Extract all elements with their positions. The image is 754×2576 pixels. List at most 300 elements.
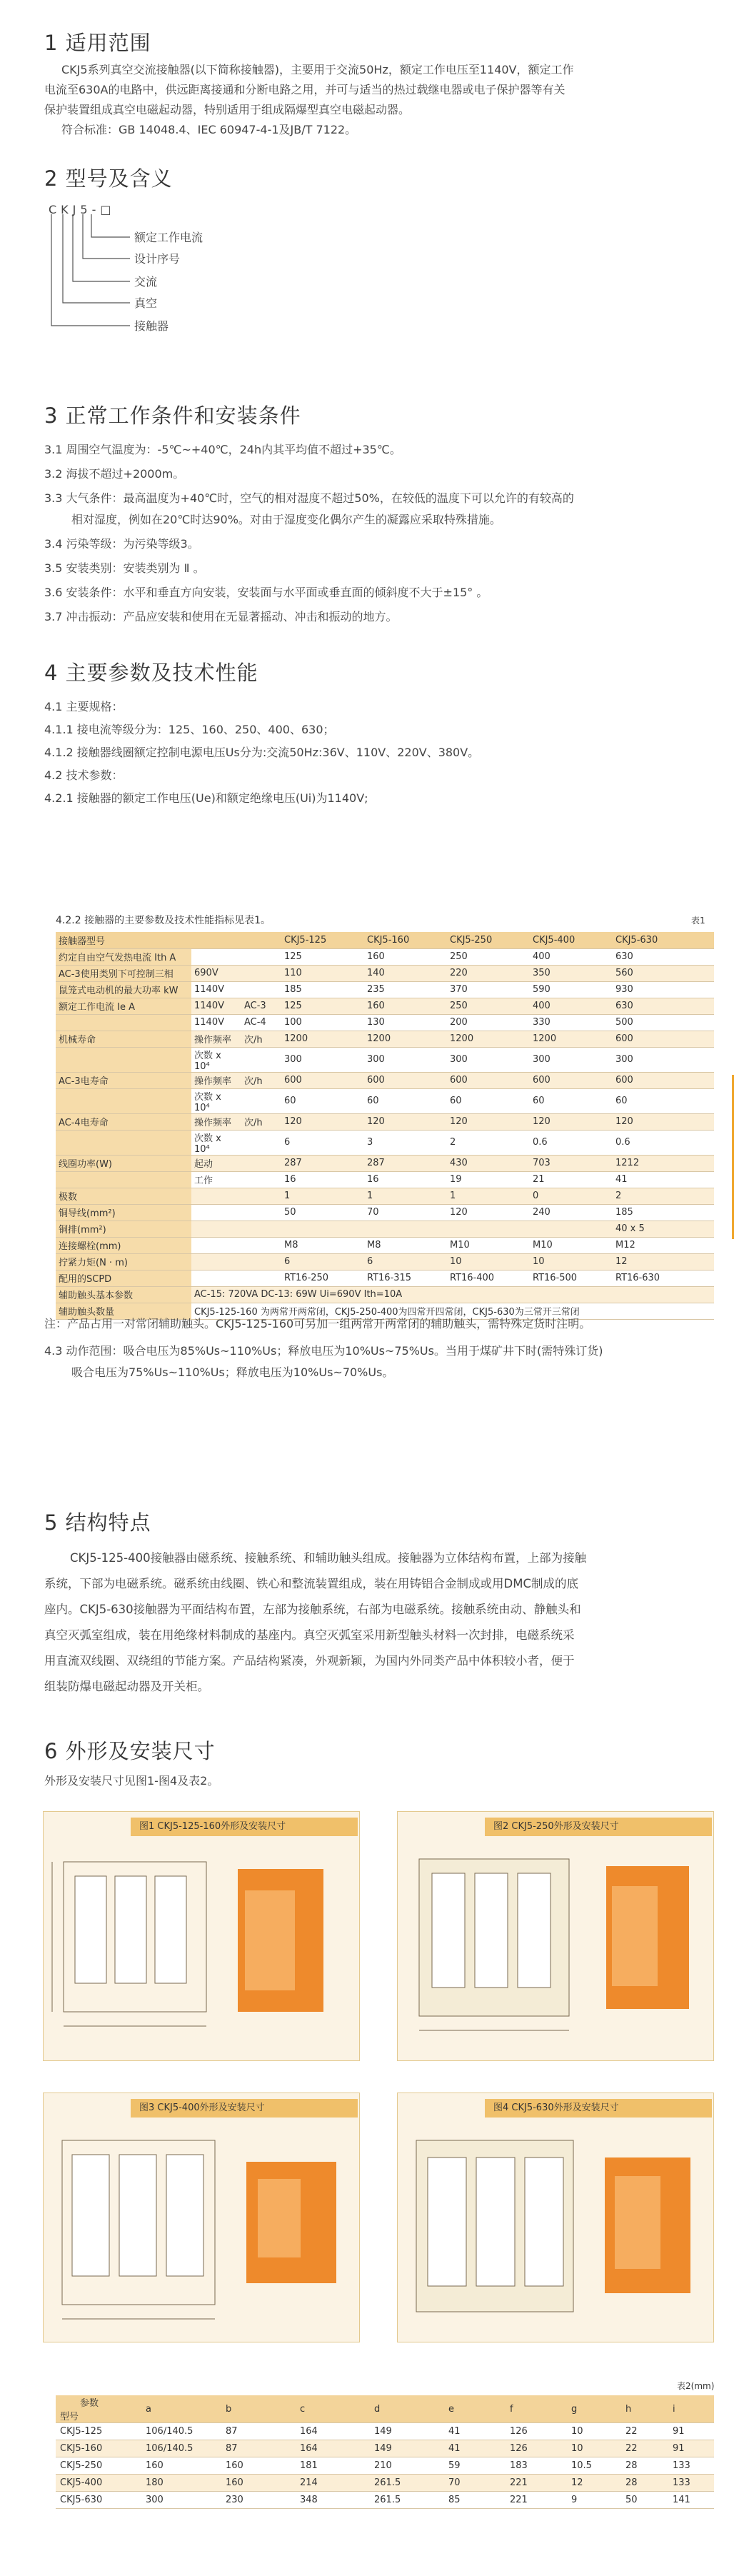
table1-cell: 560	[613, 965, 714, 981]
table2-header-model: 型号	[60, 2412, 79, 2422]
table1-row	[56, 1072, 714, 1088]
table1-cell: 300	[530, 1047, 613, 1072]
table2-header-cell: h	[621, 2395, 668, 2423]
table2-cell: 160	[141, 2457, 221, 2475]
dimensions-table	[56, 2395, 714, 2509]
table2-cell: 164	[296, 2440, 370, 2457]
table1-cell: 300	[281, 1047, 364, 1072]
table1-cell: 约定自由空气发热电流 Ith A	[56, 948, 191, 965]
table1-cell: 160	[364, 998, 447, 1014]
table1-cell: 1200	[364, 1031, 447, 1047]
table1-row	[56, 1221, 714, 1237]
table1-cell: 12	[613, 1253, 714, 1270]
table1-cell: 703	[530, 1155, 613, 1171]
table2-cell: 70	[444, 2475, 506, 2492]
s6-intro: 外形及安装尺寸见图1-图4及表2。	[44, 1774, 219, 1788]
line-ac	[73, 214, 130, 281]
table1-cell: 连接螺栓(mm)	[56, 1237, 191, 1253]
table1-cell: 400	[530, 998, 613, 1014]
table1-cell: 10	[530, 1253, 613, 1270]
table1-cell: RT16-630	[613, 1270, 714, 1286]
table1-cell	[241, 1270, 281, 1286]
table1-row	[56, 1014, 714, 1031]
s4-3-line-2: 吸合电压为75%Us~110%Us；释放电压为10%Us~70%Us。	[71, 1365, 394, 1379]
table2-cell: 210	[370, 2457, 444, 2475]
table1-cell: M12	[613, 1237, 714, 1253]
table1-header-cell: CKJ5-400	[530, 932, 613, 948]
s1-line-1: CKJ5系列真空交流接触器(以下简称接触器)，主要用于交流50Hz，额定工作电压至1140V，额定工作	[61, 63, 574, 76]
table1-cell: 600	[530, 1072, 613, 1088]
table2-cell: 28	[621, 2475, 668, 2492]
table1-aux-basic-label: 辅助触头基本参数	[56, 1286, 191, 1303]
label-design-no: 设计序号	[134, 252, 181, 266]
table2-cell: 261.5	[370, 2492, 444, 2509]
table1-cell: 300	[364, 1047, 447, 1072]
table1-cell: 1140V	[191, 1014, 241, 1031]
table2-header-row	[56, 2395, 714, 2423]
table1-row	[56, 948, 714, 965]
figure-1-title: 图1 CKJ5-125-160外形及安装尺寸	[131, 1818, 358, 1836]
table2-cell: 221	[506, 2492, 567, 2509]
s5-line-6: 组装防爆电磁起动器及开关柜。	[44, 1680, 209, 1693]
table2-cell: 22	[621, 2423, 668, 2440]
table1-cell	[191, 948, 241, 965]
table1-cell: 930	[613, 981, 714, 998]
table2-header-cell: d	[370, 2395, 444, 2423]
table1-note: 注：产品占用一对常闭辅助触头。CKJ5-125-160可另加一组两常开两常闭的辅助触头，需特殊定货时注明。	[44, 1317, 591, 1330]
table2-cell: 85	[444, 2492, 506, 2509]
table1-row	[56, 1270, 714, 1286]
table1-cell: 70	[364, 1204, 447, 1221]
table2-number: 表2(mm)	[677, 2381, 715, 2391]
label-rated-current: 额定工作电流	[134, 231, 203, 244]
table1-cell: 235	[364, 981, 447, 998]
table1-header-cell: CKJ5-160	[364, 932, 447, 948]
table1-cell: 60	[281, 1088, 364, 1113]
table1-cell: 次数 x 10⁴	[191, 1130, 241, 1155]
table1-header-cell: CKJ5-630	[613, 932, 714, 948]
table1-cell: 590	[530, 981, 613, 998]
s5-line-5: 用直流双线圈、双绕组的节能方案。产品结构紧凑，外观新颖，为国内外同类产品中体积较小者，便于	[44, 1654, 575, 1668]
table2-cell: 87	[221, 2440, 296, 2457]
figure-2-drawing	[398, 1812, 715, 2062]
table2-cell: 300	[141, 2492, 221, 2509]
s3-item-1: 3.1 周围空气温度为：-5℃~+40℃，24h内其平均值不超过+35℃。	[44, 443, 401, 456]
table2-header-cell: f	[506, 2395, 567, 2423]
table1-row	[56, 1088, 714, 1113]
table1-cell: 操作频率	[191, 1031, 241, 1047]
label-vacuum: 真空	[134, 296, 158, 310]
table2-cell: 10.5	[567, 2457, 621, 2475]
table1-cell: M8	[281, 1237, 364, 1253]
table1-cell: 400	[530, 948, 613, 965]
table1-aux-count-value: CKJ5-125-160 为两常开两常闭，CKJ5-250-400为四常开四常闭，CKJ5-630为三常开三常闭	[191, 1303, 714, 1319]
table1-cell: 120	[281, 1113, 364, 1130]
table1-cell: AC-3	[241, 998, 281, 1014]
figure-4-drawing	[398, 2093, 715, 2343]
table1-cell: 19	[447, 1171, 530, 1188]
table2-cell: 230	[221, 2492, 296, 2509]
table2-cell: 348	[296, 2492, 370, 2509]
table1-cell: 次/h	[241, 1113, 281, 1130]
table1-cell: 0.6	[613, 1130, 714, 1155]
table2-cell: 87	[221, 2423, 296, 2440]
table1-cell	[191, 1188, 241, 1204]
table1-row	[56, 1155, 714, 1171]
table2-row	[56, 2475, 714, 2492]
table2-cell: 10	[567, 2423, 621, 2440]
table1-cell: 60	[530, 1088, 613, 1113]
table2-header-cell: a	[141, 2395, 221, 2423]
table1-aux-basic-value: AC-15: 720VA DC-13: 69W Ui=690V Ith=10A	[191, 1286, 714, 1303]
table2-cell: 164	[296, 2423, 370, 2440]
table2-cell: 12	[567, 2475, 621, 2492]
table2-cell: 160	[221, 2475, 296, 2492]
s5-line-3: 座内。CKJ5-630接触器为平面结构布置，左部为接触系统，右部为电磁系统。接触系统由动、静触头和	[44, 1603, 581, 1616]
table1-row	[56, 1113, 714, 1130]
table2-cell: 181	[296, 2457, 370, 2475]
table2-cell: CKJ5-160	[56, 2440, 141, 2457]
table1-cell: 6	[281, 1130, 364, 1155]
table1-cell: AC-3电寿命	[56, 1072, 191, 1088]
table1-aux-basic-row	[56, 1286, 714, 1303]
table1-cell: 起动	[191, 1155, 241, 1171]
table1-cell: 60	[613, 1088, 714, 1113]
s1-line-2: 电流至630A的电路中，供远距离接通和分断电路之用，并可与适当的热过载继电器或电子保护器等有关	[44, 83, 566, 96]
table1-cell	[241, 1237, 281, 1253]
model-code: CKJ5-□	[49, 203, 116, 216]
table1-cell	[191, 1204, 241, 1221]
table2-cell: 41	[444, 2423, 506, 2440]
table1-cell	[56, 1171, 191, 1188]
table1-cell: 拧紧力矩(N · m)	[56, 1253, 191, 1270]
s3-item-5: 3.5 安装类别：安装类别为 Ⅱ 。	[44, 561, 205, 575]
table2-row	[56, 2492, 714, 2509]
table1-cell: 220	[447, 965, 530, 981]
table1-cell: 630	[613, 948, 714, 965]
table1-cell: 100	[281, 1014, 364, 1031]
table1-cell: RT16-400	[447, 1270, 530, 1286]
table1-cell: 185	[281, 981, 364, 998]
table1-cell	[191, 1253, 241, 1270]
table1-cell: 配用的SCPD	[56, 1270, 191, 1286]
table1-cell: M10	[447, 1237, 530, 1253]
table1-cell: 机械寿命	[56, 1031, 191, 1047]
table1-cell: 60	[364, 1088, 447, 1113]
table1-cell: 300	[613, 1047, 714, 1072]
table1-cell: RT16-250	[281, 1270, 364, 1286]
table1-cell	[241, 1130, 281, 1155]
table1-header-cell: CKJ5-125	[281, 932, 364, 948]
table1-cell	[241, 1204, 281, 1221]
table1-cell: 16	[281, 1171, 364, 1188]
table2-cell: 91	[668, 2440, 714, 2457]
table1-cell	[241, 1171, 281, 1188]
table2-cell: 221	[506, 2475, 567, 2492]
table1-cell: 1	[447, 1188, 530, 1204]
table2-cell: 59	[444, 2457, 506, 2475]
label-ac: 交流	[134, 275, 158, 289]
table1-row	[56, 981, 714, 998]
table2-header-cell: i	[668, 2395, 714, 2423]
s1-line-3: 保护装置组成真空电磁起动器，特别适用于组成隔爆型真空电磁起动器。	[44, 103, 411, 116]
table2-cell: 160	[221, 2457, 296, 2475]
table1-cell	[56, 1014, 191, 1031]
table1-row	[56, 1047, 714, 1072]
table1-cell: 1	[281, 1188, 364, 1204]
table1-cell: 0.6	[530, 1130, 613, 1155]
table2-cell: 106/140.5	[141, 2440, 221, 2457]
table1-cell: 操作频率	[191, 1113, 241, 1130]
table1-row	[56, 1237, 714, 1253]
table1-cell: 铜导线(mm²)	[56, 1204, 191, 1221]
table1-cell: 125	[281, 998, 364, 1014]
table1-cell: 3	[364, 1130, 447, 1155]
table1-row	[56, 1204, 714, 1221]
table1-cell	[530, 1221, 613, 1237]
table1-cell: 1200	[281, 1031, 364, 1047]
table1-cell: 120	[364, 1113, 447, 1130]
table2-row	[56, 2440, 714, 2457]
table2-cell: 106/140.5	[141, 2423, 221, 2440]
table2-corner-cell	[56, 2395, 141, 2423]
table1-cell: 1200	[530, 1031, 613, 1047]
table2-cell: 9	[567, 2492, 621, 2509]
table1-cell: 1140V	[191, 998, 241, 1014]
table1-cell: 350	[530, 965, 613, 981]
table1-cell: 370	[447, 981, 530, 998]
table2-cell: 149	[370, 2423, 444, 2440]
table1-cell	[241, 965, 281, 981]
table1-row	[56, 1253, 714, 1270]
table1-aux-count-label: 辅助触头数量	[56, 1303, 191, 1319]
table1-cell	[364, 1221, 447, 1237]
table1-cell: 120	[447, 1113, 530, 1130]
table1-row	[56, 1188, 714, 1204]
table1-cell: M10	[530, 1237, 613, 1253]
s4-item-1: 4.1 主要规格：	[44, 700, 124, 713]
table1-header-cell: CKJ5-250	[447, 932, 530, 948]
figure-4-title: 图4 CKJ5-630外形及安装尺寸	[485, 2099, 712, 2118]
section-4-title: 4 主要参数及技术性能	[44, 661, 258, 685]
table1-cell	[56, 1047, 191, 1072]
section-1-title: 1 适用范围	[44, 31, 151, 55]
table1-cell: 次数 x 10⁴	[191, 1047, 241, 1072]
table1-cell: 330	[530, 1014, 613, 1031]
table1-cell: 250	[447, 948, 530, 965]
table2-cell: 41	[444, 2440, 506, 2457]
table1-cell	[447, 1221, 530, 1237]
s4-item-2: 4.1.1 接电流等级分为：125、160、250、400、630；	[44, 723, 335, 736]
table2-cell: CKJ5-400	[56, 2475, 141, 2492]
table2-cell: CKJ5-630	[56, 2492, 141, 2509]
table2-cell: 149	[370, 2440, 444, 2457]
table1-cell: 120	[447, 1204, 530, 1221]
table1-row	[56, 998, 714, 1014]
table1-cell	[241, 1188, 281, 1204]
table1-cell: 1200	[447, 1031, 530, 1047]
table1-cell: 操作频率	[191, 1072, 241, 1088]
table1-cell	[241, 1221, 281, 1237]
table1-cell: 6	[364, 1253, 447, 1270]
table1-cell: 120	[613, 1113, 714, 1130]
table1-cell: 额定工作电流 Ie A	[56, 998, 191, 1014]
table1-cell: 600	[364, 1072, 447, 1088]
table2-header-param: 参数	[80, 2398, 99, 2409]
table1-cell: 250	[447, 998, 530, 1014]
table1-cell: 630	[613, 998, 714, 1014]
table1-cell	[281, 1221, 364, 1237]
figure-1-drawing	[44, 1812, 361, 2062]
table1-header-cell	[241, 932, 281, 948]
table2-header-cell: b	[221, 2395, 296, 2423]
figure-1	[43, 1811, 360, 2061]
table1-cell: 50	[281, 1204, 364, 1221]
s5-line-2: 系统，下部为电磁系统。磁系统由线圈、铁心和整流装置组成，装在用铸铝合金制成或用DMC制成的底	[44, 1577, 578, 1590]
figure-3-title: 图3 CKJ5-400外形及安装尺寸	[131, 2099, 358, 2118]
figure-4	[397, 2093, 714, 2342]
table1-cell	[56, 1130, 191, 1155]
table1-cell: 2	[613, 1188, 714, 1204]
table1-cell: 125	[281, 948, 364, 965]
table1-cell	[241, 1047, 281, 1072]
table1-caption: 4.2.2 接触器的主要参数及技术性能指标见表1。	[56, 915, 271, 926]
table2-cell: CKJ5-250	[56, 2457, 141, 2475]
table1-cell: 110	[281, 965, 364, 981]
table1-cell	[241, 948, 281, 965]
table1-cell: 10	[447, 1253, 530, 1270]
s4-item-3: 4.1.2 接触器线圈额定控制电源电压Us分为:交流50Hz:36V、110V、220V、380V。	[44, 746, 480, 759]
figure-3-drawing	[44, 2093, 361, 2343]
table2-header-cell: c	[296, 2395, 370, 2423]
figure-2	[397, 1811, 714, 2061]
table2-cell: 91	[668, 2423, 714, 2440]
table2-cell: 133	[668, 2457, 714, 2475]
table1-cell: 2	[447, 1130, 530, 1155]
table1-cell: RT16-500	[530, 1270, 613, 1286]
line-rated-current	[91, 214, 130, 237]
table1-cell	[241, 981, 281, 998]
table1-cell: 次数 x 10⁴	[191, 1088, 241, 1113]
s3-item-7: 3.7 冲击振动：产品应安装和使用在无显著摇动、冲击和振动的地方。	[44, 610, 398, 623]
table1-cell	[191, 1237, 241, 1253]
s5-line-4: 真空灭弧室组成，装在用绝缘材料制成的基座内。真空灭弧室采用新型触头材料一次封排，电磁系统采	[44, 1628, 575, 1642]
table1-header-cell	[191, 932, 241, 948]
table1-cell: 1	[364, 1188, 447, 1204]
table1-cell: 0	[530, 1188, 613, 1204]
table2-cell: 141	[668, 2492, 714, 2509]
table1-cell: 40 x 5	[613, 1221, 714, 1237]
figure-3	[43, 2093, 360, 2342]
s1-line-4: 符合标准：GB 14048.4、IEC 60947-4-1及JB/T 7122。	[61, 123, 357, 136]
table2-cell: 180	[141, 2475, 221, 2492]
label-contactor: 接触器	[134, 319, 169, 333]
table1-cell	[191, 1221, 241, 1237]
table1-cell: 鼠笼式电动机的最大功率 kW	[56, 981, 191, 998]
table1-cell: 600	[281, 1072, 364, 1088]
table1-number: 表1	[691, 916, 705, 926]
table1-cell: 300	[447, 1047, 530, 1072]
s3-item-2: 3.2 海拔不超过+2000m。	[44, 467, 185, 481]
s5-line-1: CKJ5-125-400接触器由磁系统、接触系统、和辅助触头组成。接触器为立体结构布置，上部为接触	[70, 1551, 587, 1565]
table1-cell: 160	[364, 948, 447, 965]
table1-cell: 690V	[191, 965, 241, 981]
s3-item-6: 3.6 安装条件：水平和垂直方向安装，安装面与水平面或垂直面的倾斜度不大于±15° 。	[44, 586, 488, 599]
table1-cell	[241, 1088, 281, 1113]
table1-cell: 430	[447, 1155, 530, 1171]
table1-cell: 极数	[56, 1188, 191, 1204]
s4-item-5: 4.2.1 接触器的额定工作电压(Ue)和额定绝缘电压(Ui)为1140V;	[44, 791, 368, 805]
table1-cell: RT16-315	[364, 1270, 447, 1286]
table2-cell: 261.5	[370, 2475, 444, 2492]
table1-cell: 工作	[191, 1171, 241, 1188]
table2-cell: 126	[506, 2423, 567, 2440]
table1-cell: 200	[447, 1014, 530, 1031]
table2-header-cell: g	[567, 2395, 621, 2423]
table2-cell: 126	[506, 2440, 567, 2457]
table1-cell: 240	[530, 1204, 613, 1221]
table1-cell: 287	[364, 1155, 447, 1171]
section-5-title: 5 结构特点	[44, 1510, 151, 1535]
table1-cell: 600	[447, 1072, 530, 1088]
table2-row	[56, 2457, 714, 2475]
table1-cell: 6	[281, 1253, 364, 1270]
table1-row	[56, 1130, 714, 1155]
table1-row	[56, 965, 714, 981]
table2-cell: 183	[506, 2457, 567, 2475]
line-design-no	[83, 214, 130, 259]
section-2-title: 2 型号及含义	[44, 166, 173, 191]
table1-header-row	[56, 932, 714, 948]
s4-item-4: 4.2 技术参数：	[44, 768, 124, 782]
table1-cell: 21	[530, 1171, 613, 1188]
table1-cell	[56, 1088, 191, 1113]
table1-cell: AC-4	[241, 1014, 281, 1031]
table2-cell: 133	[668, 2475, 714, 2492]
table1-cell: 16	[364, 1171, 447, 1188]
table2-header-cell: e	[444, 2395, 506, 2423]
table1-row	[56, 1171, 714, 1188]
table1-cell: AC-3使用类别下可控制三相	[56, 965, 191, 981]
section-3-title: 3 正常工作条件和安装条件	[44, 404, 301, 428]
table1-cell: 60	[447, 1088, 530, 1113]
table1-cell: 次/h	[241, 1072, 281, 1088]
s4-3-line-1: 4.3 动作范围：吸合电压为85%Us~110%Us；释放电压为10%Us~75%Us。当用于煤矿井下时(需特殊订货)	[44, 1344, 603, 1358]
table2-cell: 28	[621, 2457, 668, 2475]
table1-header-cell: 接触器型号	[56, 932, 191, 948]
table1-cell: 次/h	[241, 1031, 281, 1047]
table2-cell: CKJ5-125	[56, 2423, 141, 2440]
table2-row	[56, 2423, 714, 2440]
table2-cell: 10	[567, 2440, 621, 2457]
table2-cell: 22	[621, 2440, 668, 2457]
figure-2-title: 图2 CKJ5-250外形及安装尺寸	[485, 1818, 712, 1836]
s3-item-4: 3.4 污染等级：为污染等级3。	[44, 537, 199, 551]
table1-cell: 500	[613, 1014, 714, 1031]
table1-cell: 130	[364, 1014, 447, 1031]
table1-cell: 185	[613, 1204, 714, 1221]
table1-cell	[241, 1253, 281, 1270]
table1-cell: 600	[613, 1031, 714, 1047]
table1-cell: 287	[281, 1155, 364, 1171]
table1-cell	[191, 1270, 241, 1286]
table1-cell: 线圈功率(W)	[56, 1155, 191, 1171]
table2-cell: 214	[296, 2475, 370, 2492]
table1-cell: 1212	[613, 1155, 714, 1171]
table1-row	[56, 1031, 714, 1047]
table1-cell: 铜排(mm²)	[56, 1221, 191, 1237]
table1-cell	[241, 1155, 281, 1171]
